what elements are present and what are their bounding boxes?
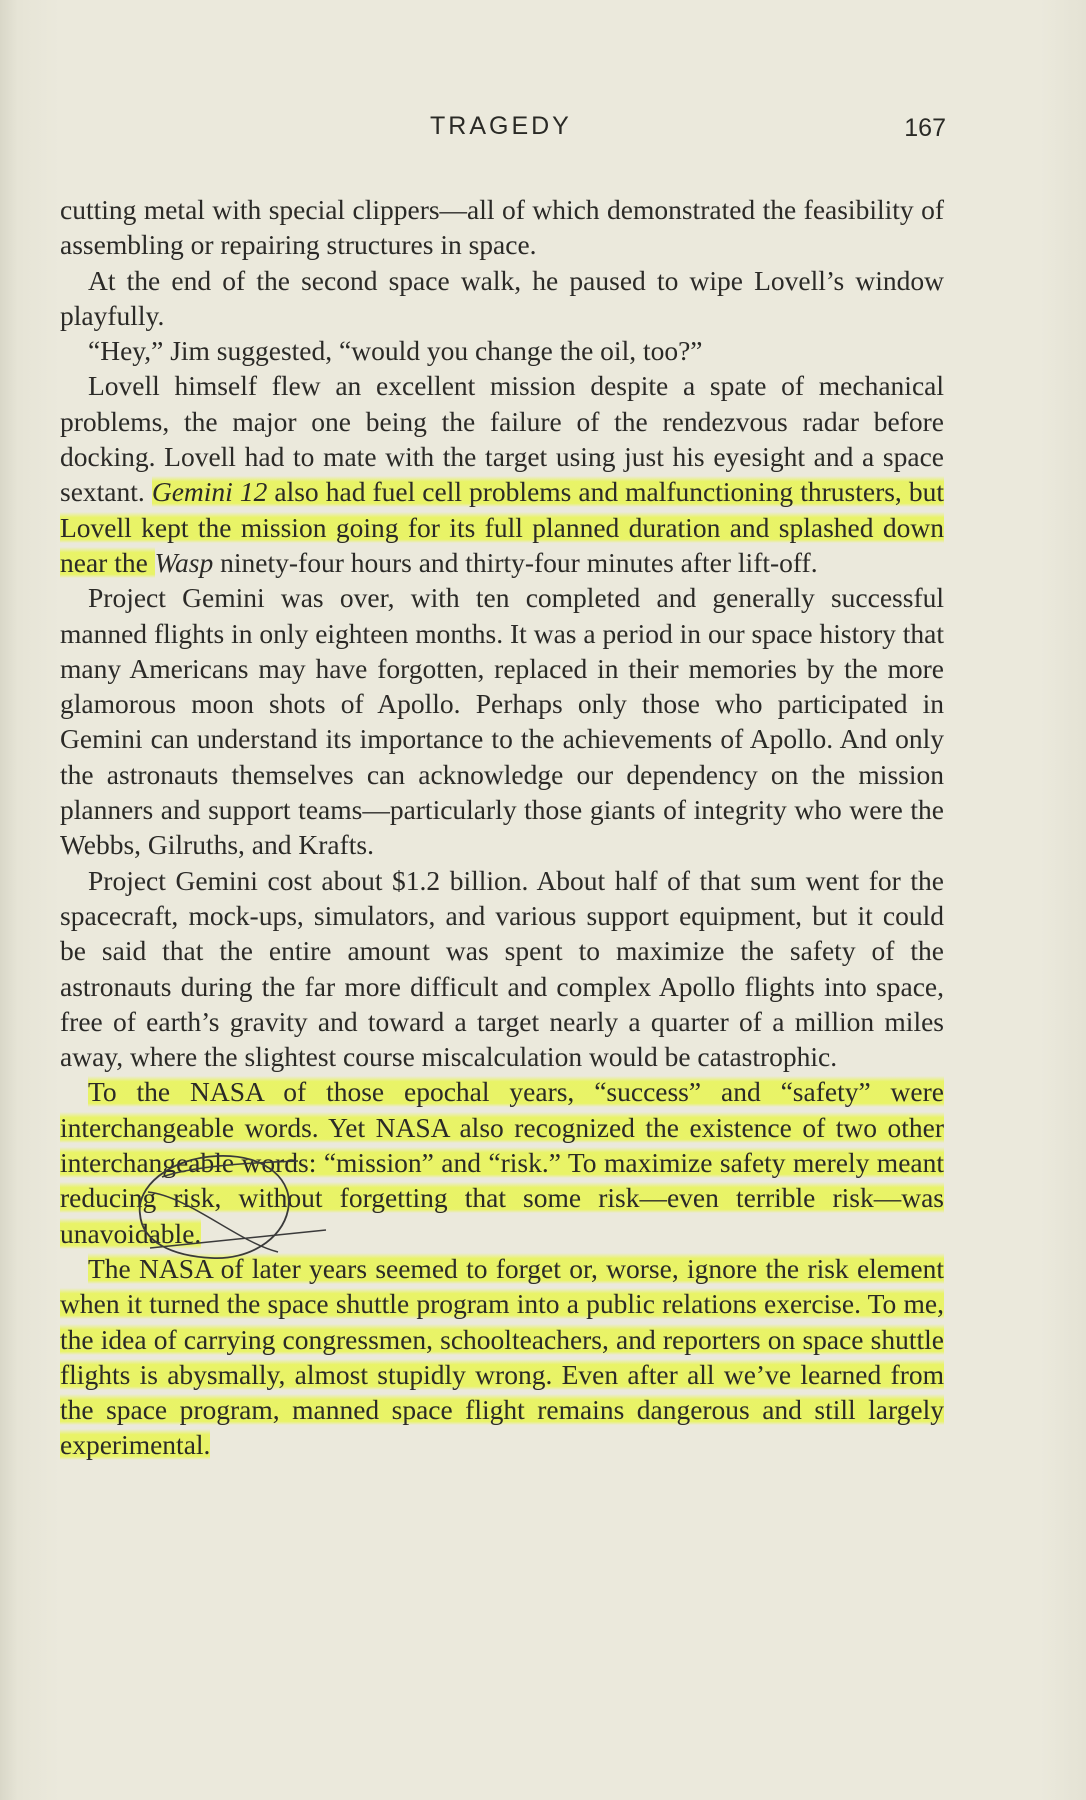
running-head [62, 112, 946, 152]
paragraph-4 [60, 368, 944, 580]
paragraph-4-part-a: Lovell himself flew an excellent mission despite a spate of mechanical problems, the major one being the failure of the rendezvous radar before docking. Lovell had to mate with the target using just his eyesight and a space sextant. [60, 370, 944, 508]
paragraph-5: Project Gemini was over, with ten completed and generally successful manned flights in only eighteen months. It was a period in our space history that many Americans may have forgotten, replaced in their memories by the more glamorous moon shots of Apollo. Perhaps only those who participated in Gemini can understand its importance to the achievements of Apollo. And only the astronauts themselves can acknowledge our dependency on the mission planners and support teams—particularly those giants of integrity who were the Webbs, Gilruths, and Krafts. [60, 582, 944, 861]
running-title: TRAGEDY [430, 112, 572, 140]
italic-wasp: Wasp [154, 546, 214, 578]
paragraph-8-highlighted: The NASA of later years seemed to forget or, worse, ignore the risk element when it turned the space shuttle program into a public relations exercise. To me, the idea of carrying congressmen, schoolteachers, and reporters on space shuttle flights is abysmally, almost stupidly wrong. Even after all we’ve learned from the space program, manned space flight remains dangerous and still largely experimental. [60, 1252, 944, 1461]
italic-gemini-12: Gemini 12 [151, 476, 268, 508]
paragraph-4-part-c: ninety-four hours and thirty-four minutes after lift-off. [213, 546, 818, 578]
paragraph-2: At the end of the second space walk, he paused to wipe Lovell’s window playfully. [60, 264, 944, 331]
paragraph-6: Project Gemini cost about $1.2 billion. About half of that sum went for the spacecraft, mock-ups, simulators, and various support equipment, but it could be said that the entire amount was spent to maximize the safety of the astronauts during the far more difficult and complex Apollo flights into space, free of earth’s gravity and toward a target nearly a quarter of a million miles away, where the slightest course miscalculation would be catastrophic. [60, 864, 944, 1073]
paragraph-3: “Hey,” Jim suggested, “would you change the oil, too?” [88, 335, 703, 367]
body-text [60, 192, 944, 1463]
paragraph-8 [60, 1251, 944, 1463]
page-number: 167 [904, 114, 946, 142]
paragraph-7-highlighted: To the NASA of those epochal years, “success” and “safety” were interchangeable words. Yet NASA also recognized the existence of two other interchangeable words: “mission” and “risk.” To maximize safety merely meant reducing risk, without forgetting that some risk—even terrible risk—was unavoidable. [60, 1076, 944, 1249]
paragraph-4-part-b: also had fuel cell problems and malfunctioning thrusters, but Lovell kept the mission going for its full planned duration and splashed down near the [60, 476, 944, 578]
paragraph-1: cutting metal with special clippers—all of which demonstrated the feasibility of assembling or repairing structures in space. [60, 194, 944, 261]
paragraph-7 [60, 1074, 944, 1250]
